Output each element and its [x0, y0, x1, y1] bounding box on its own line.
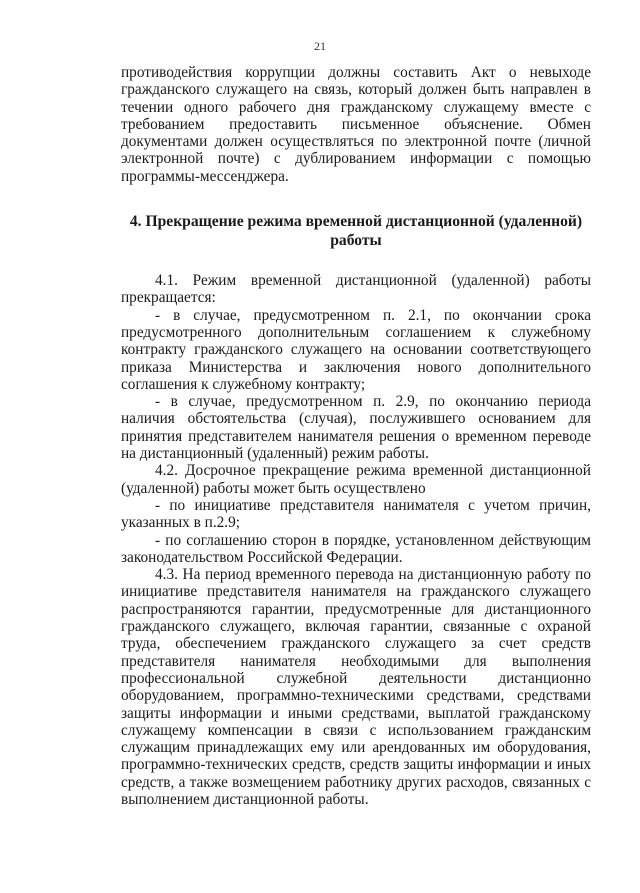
paragraph-4-2-item-b: - по соглашению сторон в порядке, установленном действующим законодательством Российской Федерации.	[121, 531, 591, 566]
paragraph-4-1: 4.1. Режим временной дистанционной (удаленной) работы прекращается:	[121, 272, 591, 307]
paragraph-4-1-item-a: - в случае, предусмотренном п. 2.1, по окончании срока предусмотренного дополнительным соглашением к служебному контракту гражданского служащего на основании соответствующего приказа Министерства и заключения нового дополнительного соглашения к служебному контракту;	[121, 306, 591, 393]
document-body	[121, 64, 591, 808]
paragraph-4-1-item-b: - в случае, предусмотренном п. 2.9, по окончанию периода наличия обстоятельства (случая), послужившего основанием для принятия представителем нанимателя решения о временном переводе на дистанционный (удаленный) режим работы.	[121, 393, 591, 463]
paragraph-4-3: 4.3. На период временного перевода на дистанционную работу по инициативе представителя нанимателя на гражданского служащего распространяются гарантии, предусмотренные для дистанционного гражданского служащего, включая гарантии, связанные с охраной труда, обеспечением гражданского служащего за счет средств представителя нанимателя необходимыми для выполнения профессиональной служебной деятельности дистанционно оборудованием, программно-техническими средствами, средствами защиты информации и иными средствами, выплатой гражданскому служащему компенсации в связи с использованием гражданским служащим принадлежащих ему или арендованных им оборудования, программно-технических средств, средств защиты информации и иных средств, а также возмещением работнику других расходов, связанных с выполнением дистанционной работы.	[121, 566, 591, 808]
paragraph-intro: противодействия коррупции должны составить Акт о невыходе гражданского служащего на связь, который должен быть направлен в течении одного рабочего дня гражданскому служащему вместе с требованием предоставить письменное объяснение. Обмен документами должен осуществляться по электронной почте (личной электронной почте) с дублированием информации с помощью программы-мессенджера.	[121, 64, 591, 185]
paragraph-4-2: 4.2. Досрочное прекращение режима временной дистанционной (удаленной) работы может быть осуществлено	[121, 462, 591, 497]
paragraph-4-2-item-a: - по инициативе представителя нанимателя с учетом причин, указанных в п.2.9;	[121, 496, 591, 532]
page-number: 21	[314, 39, 326, 53]
section-heading: 4. Прекращение режима временной дистанционной (удаленной) работы	[129, 213, 583, 250]
